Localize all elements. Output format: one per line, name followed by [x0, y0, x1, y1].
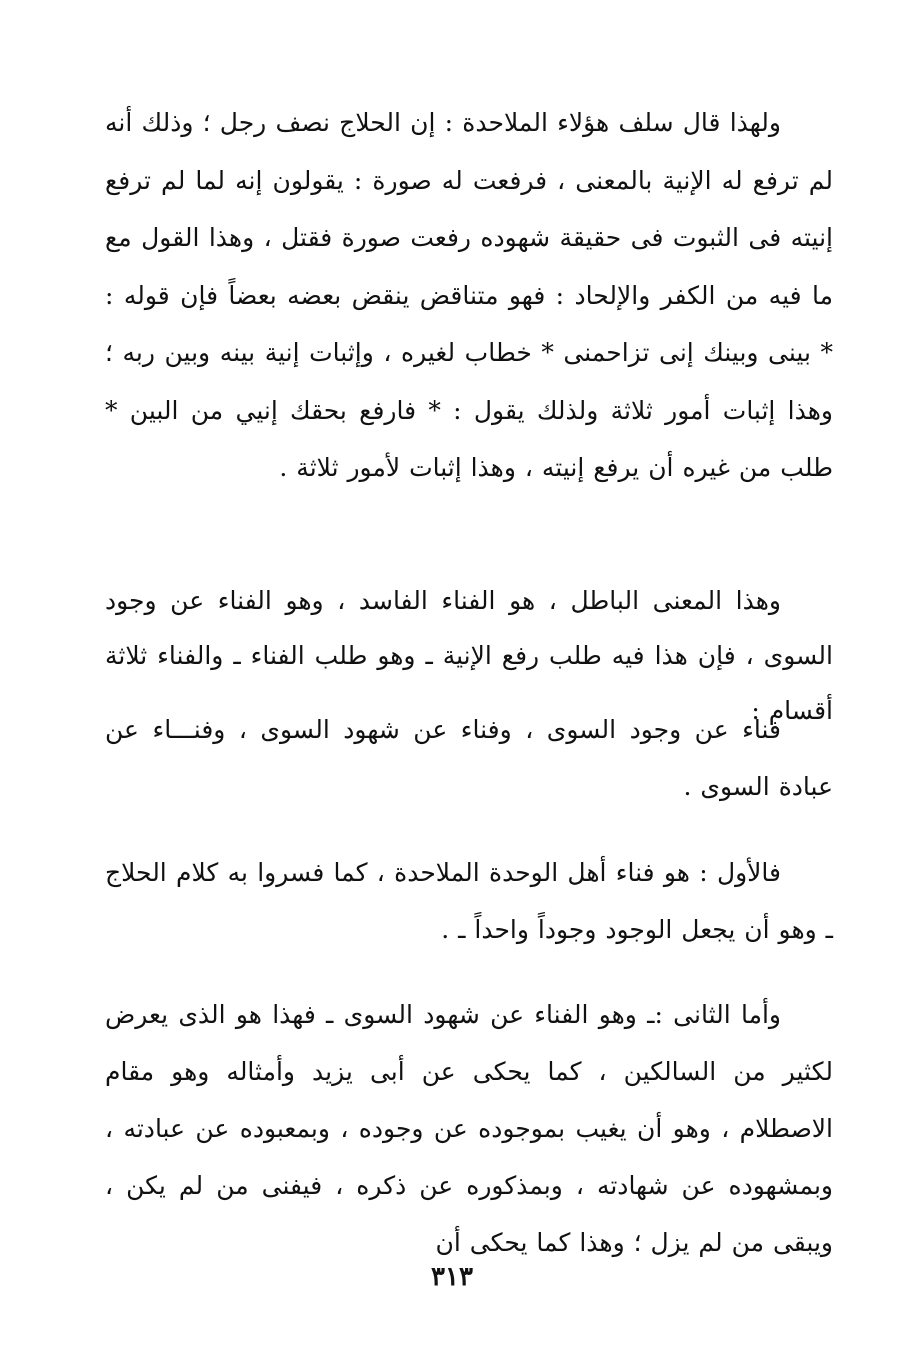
paragraph-4-text: فالأول : هو فناء أهل الوحدة الملاحدة ، كما فسروا به كلام الحلاج ـ وهو أن يجعل الوجود وجوداً واحداً ـ . [105, 858, 833, 944]
paragraph-indent [781, 715, 833, 744]
paragraph-indent [781, 858, 833, 887]
paragraph-3 [105, 701, 833, 815]
paragraph-2-text: وهذا المعنى الباطل ، هو الفناء الفاسد ، وهو الفناء عن وجود السوى ، فإن هذا فيه طلب رفع الإنية ـ وهو طلب الفناء ـ والفناء ثلاثة أقسام : [105, 586, 833, 725]
page-number: ٣١٣ [431, 1262, 473, 1292]
paragraph-5 [105, 986, 833, 1271]
paragraph-indent [781, 586, 833, 615]
paragraph-3-text: فناء عن وجود السوى ، وفناء عن شهود السوى ، وفنـــاء عن عبادة السوى . [105, 715, 833, 801]
paragraph-indent [781, 1000, 833, 1029]
paragraph-1-text: ولهذا قال سلف هؤلاء الملاحدة : إن الحلاج نصف رجل ؛ وذلك أنه لم ترفع له الإنية بالمعنى ، فرفعت له صورة : يقولون إنه لما لم ترفع إنيته فى الثبوت فى حقيقة شهوده رفعت صورة فقتل ، وهذا القول مع ما فيه من الكفر والإلحاد : فهو متناقض ينقض بعضه بعضاً فإن قوله : * بينى وبينك إنى تزاحمنى * خطاب لغيره ، وإثبات إنية بينه وبين ربه ؛ وهذا إثبات أمور ثلاثة ولذلك يقول : * فارفع بحقك إنيي من البين * طلب من غيره أن يرفع إنيته ، وهذا إثبات لأمور ثلاثة . [105, 108, 833, 482]
paragraph-5-text: وأما الثانى :ـ وهو الفناء عن شهود السوى ـ فهذا هو الذى يعرض لكثير من السالكين ، كما يحكى عن أبى يزيد وأمثاله وهو مقام الاصطلام ، وهو أن يغيب بموجوده عن وجوده ، وبمعبوده عن عبادته ، وبمشهوده عن شهادته ، وبمذكوره عن ذكره ، فيفنى من لم يكن ، ويبقى من لم يزل ؛ وهذا كما يحكى أن [105, 1000, 833, 1257]
paragraph-1 [105, 94, 833, 497]
paragraph-indent [781, 108, 833, 137]
paragraph-4 [105, 844, 833, 958]
